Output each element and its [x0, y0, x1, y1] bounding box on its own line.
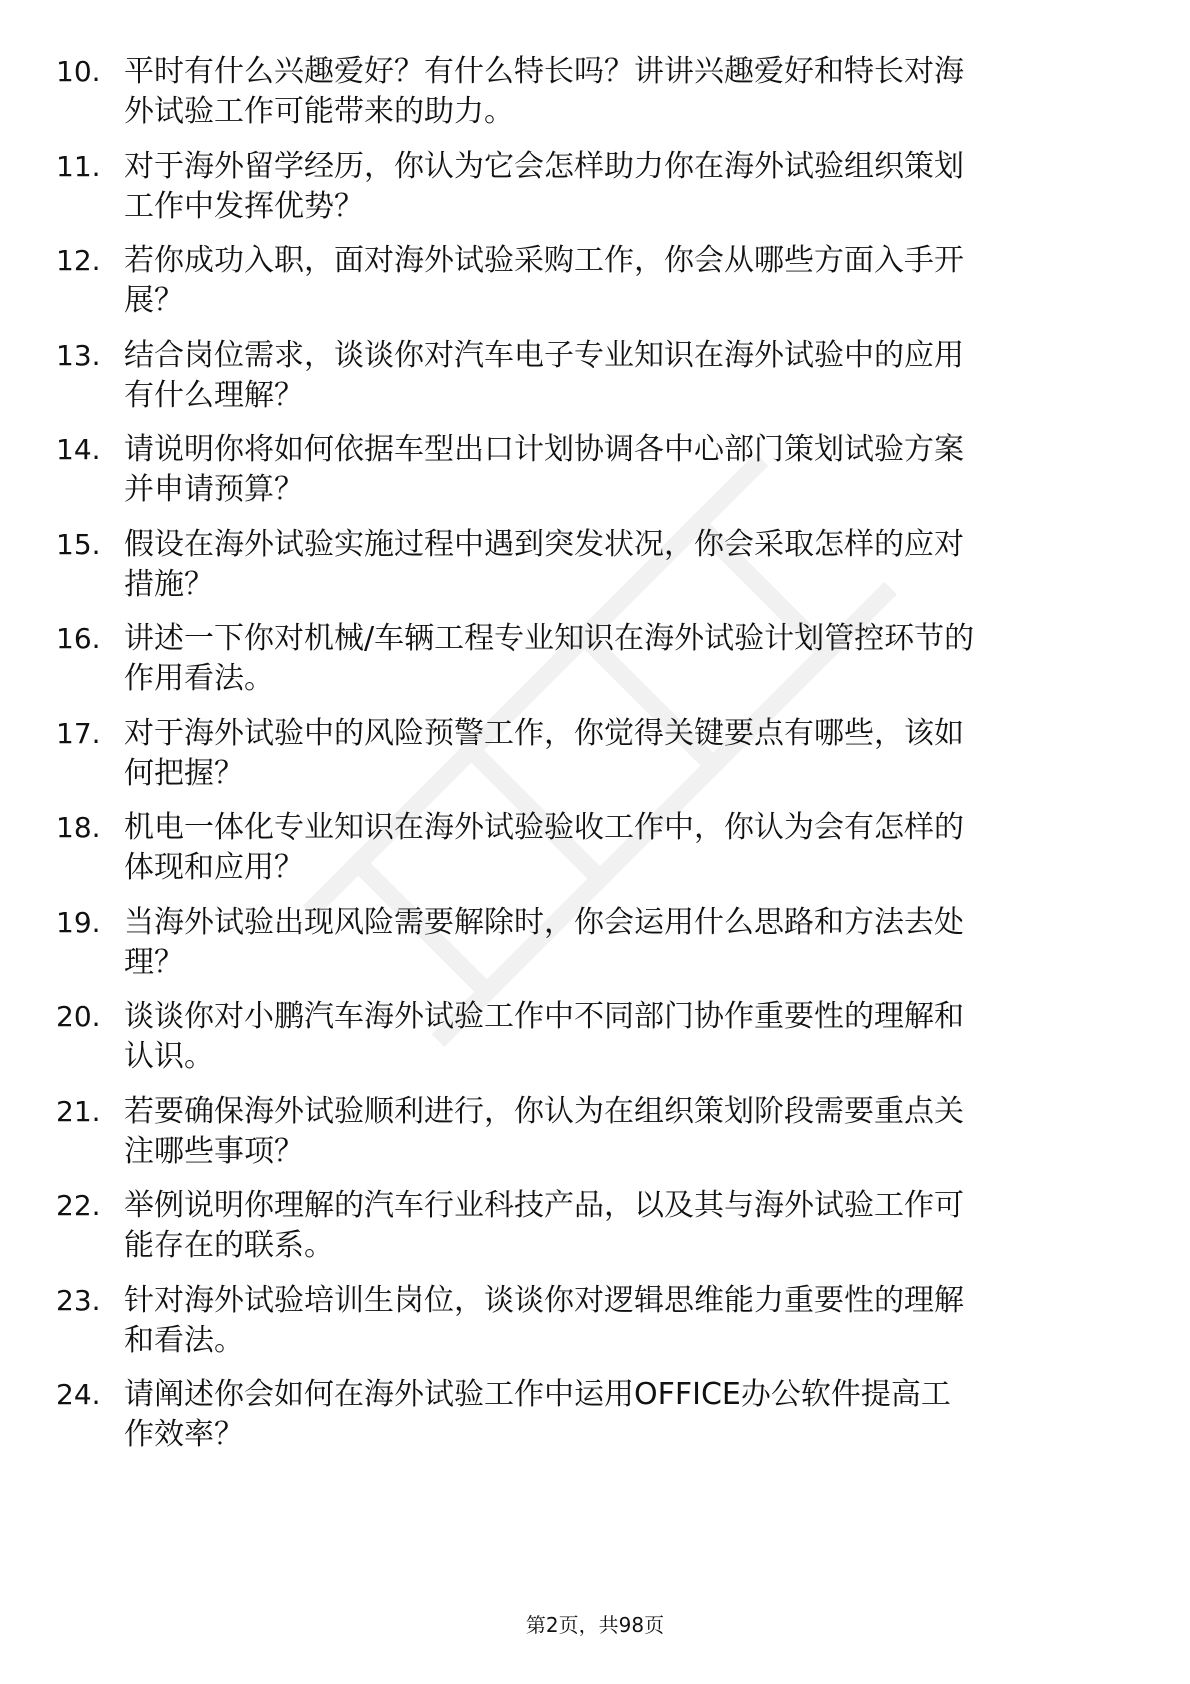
question-number: 13. [56, 339, 101, 372]
question-item [0, 808, 1190, 898]
question-text [124, 714, 1124, 794]
question-text [124, 147, 1124, 227]
question-item [0, 997, 1190, 1087]
question-text [124, 1092, 1124, 1172]
question-number: 20. [56, 1000, 101, 1033]
question-item [0, 1281, 1190, 1371]
question-number: 23. [56, 1284, 101, 1317]
question-text-line: 外试验工作可能带来的助力。 [124, 94, 514, 129]
question-number: 24. [56, 1378, 101, 1411]
question-text-line: 有什么理解？ [124, 378, 304, 413]
question-text [124, 808, 1124, 888]
question-item [0, 903, 1190, 993]
question-text-line: 理？ [124, 945, 184, 980]
question-text-line: 谈谈你对小鹏汽车海外试验工作中不同部门协作重要性的理解和 [124, 999, 964, 1034]
question-text-line: 认识。 [124, 1039, 214, 1074]
question-text [124, 1375, 1124, 1455]
question-text [124, 1186, 1124, 1266]
question-text-line: 和看法。 [124, 1323, 244, 1358]
question-text-line: 对于海外留学经历，你认为它会怎样助力你在海外试验组织策划 [124, 149, 964, 184]
question-text [124, 1281, 1124, 1361]
question-text-line: 当海外试验出现风险需要解除时，你会运用什么思路和方法去处 [124, 905, 964, 940]
question-text [124, 52, 1124, 132]
question-text [124, 241, 1124, 321]
question-text-line: 结合岗位需求，谈谈你对汽车电子专业知识在海外试验中的应用 [124, 338, 964, 373]
question-number: 18. [56, 811, 101, 844]
question-number: 10. [56, 55, 101, 88]
question-text-line: 能存在的联系。 [124, 1228, 334, 1263]
question-text [124, 430, 1124, 510]
question-item [0, 714, 1190, 804]
question-text-line: 措施？ [124, 567, 214, 602]
question-number: 14. [56, 433, 101, 466]
question-text-line: 注哪些事项？ [124, 1134, 304, 1169]
question-number: 22. [56, 1189, 101, 1222]
question-text-line: 何把握？ [124, 756, 244, 791]
question-text-line: 平时有什么兴趣爱好？有什么特长吗？讲讲兴趣爱好和特长对海 [124, 54, 964, 89]
question-text-line: 体现和应用？ [124, 850, 304, 885]
question-number: 15. [56, 528, 101, 561]
question-item [0, 147, 1190, 237]
question-number: 17. [56, 717, 101, 750]
question-number: 11. [56, 150, 101, 183]
question-number: 21. [56, 1095, 101, 1128]
question-text-line: 对于海外试验中的风险预警工作，你觉得关键要点有哪些，该如 [124, 716, 964, 751]
question-item [0, 525, 1190, 615]
question-text-line: 若要确保海外试验顺利进行，你认为在组织策划阶段需要重点关 [124, 1094, 964, 1129]
question-text-line: 针对海外试验培训生岗位，谈谈你对逻辑思维能力重要性的理解 [124, 1283, 964, 1318]
question-text [124, 336, 1124, 416]
question-text [124, 619, 1124, 699]
question-text-line: 若你成功入职，面对海外试验采购工作，你会从哪些方面入手开 [124, 243, 964, 278]
question-item [0, 430, 1190, 520]
page-footer: 第2页，共98页 [525, 1613, 665, 1637]
question-text-line: 展？ [124, 283, 184, 318]
question-item [0, 336, 1190, 426]
question-text [124, 903, 1124, 983]
question-item [0, 619, 1190, 709]
question-item [0, 1186, 1190, 1276]
question-number: 12. [56, 244, 101, 277]
question-item [0, 1375, 1190, 1465]
question-text-line: 工作中发挥优势？ [124, 189, 364, 224]
question-item [0, 241, 1190, 331]
question-text-line: 并申请预算？ [124, 472, 304, 507]
question-number: 19. [56, 906, 101, 939]
question-text-line: 讲述一下你对机械/车辆工程专业知识在海外试验计划管控环节的 [124, 621, 975, 656]
question-item [0, 52, 1190, 142]
question-number: 16. [56, 622, 101, 655]
question-item [0, 1092, 1190, 1182]
question-text-line: 假设在海外试验实施过程中遇到突发状况，你会采取怎样的应对 [124, 527, 964, 562]
question-text-line: 作用看法。 [124, 661, 274, 696]
question-text-line: 请阐述你会如何在海外试验工作中运用OFFICE办公软件提高工 [124, 1377, 951, 1412]
question-text [124, 525, 1124, 605]
question-text-line: 请说明你将如何依据车型出口计划协调各中心部门策划试验方案 [124, 432, 964, 467]
question-text-line: 举例说明你理解的汽车行业科技产品，以及其与海外试验工作可 [124, 1188, 964, 1223]
question-text-line: 作效率？ [124, 1417, 244, 1452]
question-text-line: 机电一体化专业知识在海外试验验收工作中，你认为会有怎样的 [124, 810, 964, 845]
question-text [124, 997, 1124, 1077]
